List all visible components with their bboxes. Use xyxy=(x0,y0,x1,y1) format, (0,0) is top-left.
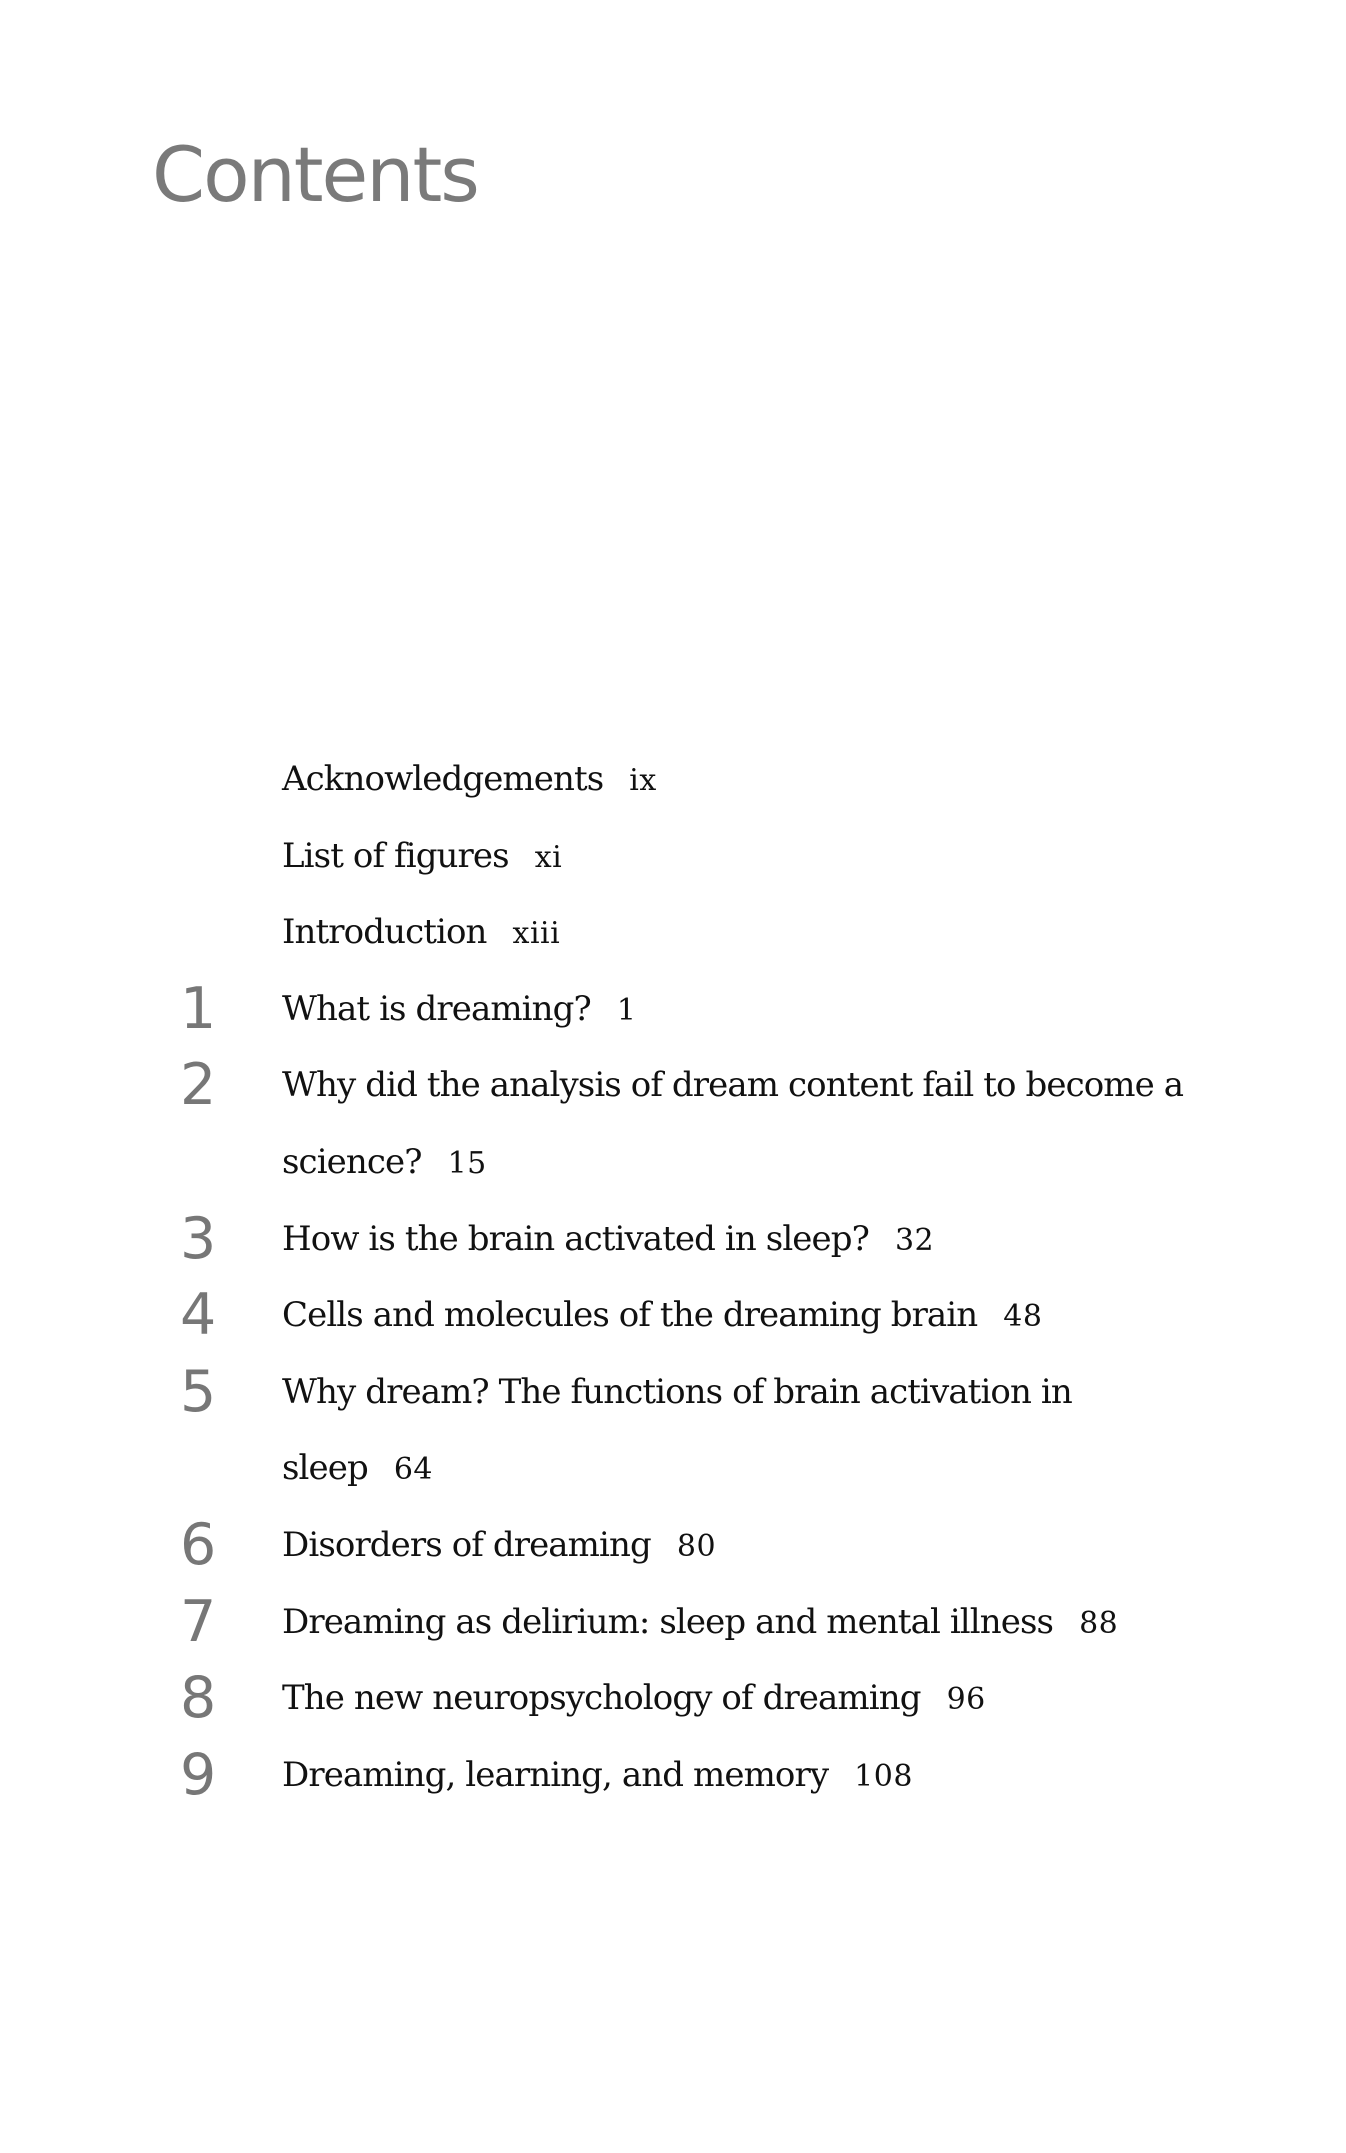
entry-page-number: 32 xyxy=(894,1222,935,1258)
toc-entry-chapter-2[interactable] xyxy=(0,1047,1346,1124)
entry-page-number: 1 xyxy=(616,992,637,1028)
chapter-number: 1 xyxy=(180,975,217,1042)
entry-title: The new neuropsychology of dreaming xyxy=(282,1678,921,1719)
toc-entry-list-of-figures[interactable] xyxy=(0,818,1346,895)
chapter-number: 3 xyxy=(180,1205,217,1272)
toc-entry-chapter-8[interactable] xyxy=(0,1660,1346,1737)
entry-page-number: xi xyxy=(534,839,563,875)
entry-title: Introduction xyxy=(282,912,487,953)
entry-page-number: 108 xyxy=(854,1758,913,1794)
entry-title: Dreaming, learning, and memory xyxy=(282,1754,829,1795)
toc-entry-chapter-5[interactable] xyxy=(0,1354,1346,1431)
toc-entry-introduction[interactable] xyxy=(0,894,1346,971)
entry-title: Acknowledgements xyxy=(282,759,604,799)
toc-entry-acknowledgements[interactable] xyxy=(0,741,1346,818)
table-of-contents xyxy=(0,741,1346,1813)
entry-page-number: 64 xyxy=(393,1452,434,1488)
toc-entry-chapter-4[interactable] xyxy=(0,1277,1346,1354)
chapter-number: 4 xyxy=(180,1282,217,1349)
toc-entry-chapter-6[interactable] xyxy=(0,1507,1346,1584)
toc-entry-chapter-5-continued[interactable] xyxy=(0,1430,1346,1507)
entry-title: Dreaming as delirium: sleep and mental illness xyxy=(282,1601,1054,1642)
chapter-number: 8 xyxy=(180,1665,217,1732)
toc-entry-chapter-7[interactable] xyxy=(0,1584,1346,1661)
entry-page-number: ix xyxy=(629,763,657,798)
entry-page-number: 15 xyxy=(447,1145,487,1181)
toc-entry-chapter-2-continued[interactable] xyxy=(0,1124,1346,1201)
entry-title: Why did the analysis of dream content fail to become a xyxy=(282,1065,1184,1106)
entry-title: Disorders of dreaming xyxy=(282,1524,651,1565)
entry-page-number: xiii xyxy=(512,916,561,952)
entry-title: Why dream? The functions of brain activation in xyxy=(282,1371,1072,1412)
toc-entry-chapter-3[interactable] xyxy=(0,1201,1346,1278)
toc-entry-chapter-1[interactable] xyxy=(0,971,1346,1048)
entry-page-number: 48 xyxy=(1003,1299,1043,1335)
entry-title: science? xyxy=(282,1141,422,1182)
chapter-number: 6 xyxy=(180,1511,217,1578)
entry-page-number: 88 xyxy=(1079,1605,1119,1641)
chapter-number: 2 xyxy=(180,1052,217,1119)
entry-title: sleep xyxy=(282,1448,368,1489)
chapter-number: 5 xyxy=(180,1358,217,1425)
chapter-number: 9 xyxy=(180,1741,217,1808)
toc-entry-chapter-9[interactable] xyxy=(0,1737,1346,1814)
entry-page-number: 96 xyxy=(946,1682,986,1718)
entry-page-number: 80 xyxy=(676,1528,717,1564)
chapter-number: 7 xyxy=(180,1588,217,1655)
entry-title: Cells and molecules of the dreaming brain xyxy=(282,1295,978,1336)
entry-title: What is dreaming? xyxy=(282,988,591,1029)
page-title: Contents xyxy=(152,130,478,219)
entry-title: List of figures xyxy=(282,835,509,876)
entry-title: How is the brain activated in sleep? xyxy=(282,1218,869,1259)
